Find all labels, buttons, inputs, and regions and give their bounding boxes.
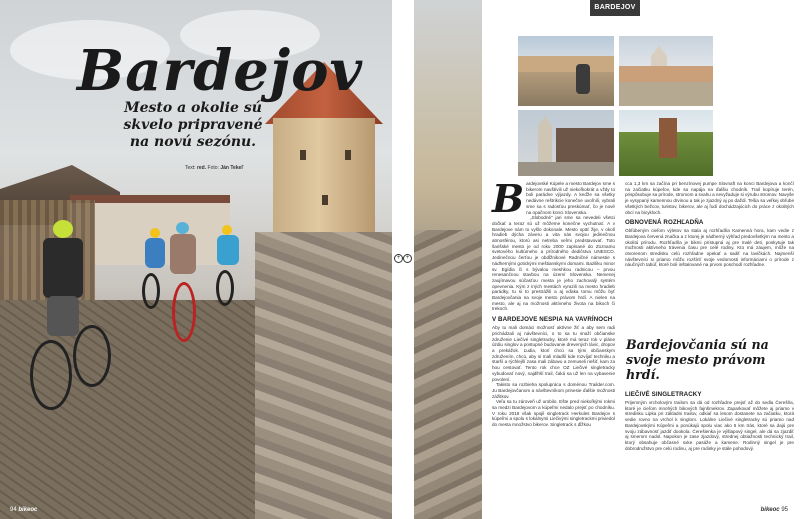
folio-left [10, 507, 37, 513]
magazine-logo: bikeoc [760, 507, 780, 513]
tower-window [300, 150, 306, 160]
tower-window [322, 195, 328, 205]
photo-lookout-tower [618, 109, 714, 177]
folio-number: 95 [781, 507, 788, 513]
article-subtitle: Mesto a okolie sú skvelo pripravené na novú sezónu. [123, 100, 263, 150]
paragraph: Veľa sa tu zároveň už urobilo. Ešte pred niekoľkými rokmi sa medzi Bardejovom a kúpeľmi nedalo prejsť po chodníku. V roku 2018 však spojil singletrack Herkules Bardejov s kúpeľmi a spolu s lokálnymi Liečivými singletrackmi priviedol do mesta množstvo bikerov. Singletrack s dĺžkou [492, 399, 615, 428]
paragraph: ardejovské Kúpele a mesto Bardejov sme s bikerom navštívili už niekoľkokrát a vždy to boli parádne výjazdy. A keďže sa všetky nedávne reštrikcie konečne uvoľnili, vybrali sme sa s radosťou preskúmať, čo je nové na opačnom konci Slovenska. [526, 181, 615, 215]
paragraph: Prijemným vrcholovým trailom sa dá od rozhľadne prejsť až do sedla Čerešňa, ktoré je cieľom mnohých bikových fajnšmekrov. Zaparkovať môžete aj priamo v stredisku Lipka pri základni trailov, odkiaľ sa lesom dostanete na začiatku, ktorá vedie rovno na vrchol k singlom. Lokálne Liečivé singletracky sú priamo nad Bardejovskými Kúpeľmi a ponúkajú spolu viac ako 6 km trás, ktoré sa dajú pre svoju zábavnosť jazdiť dookola. Čerešienka je výšlapový singel, ale dá sa zjazdiť aj smerom nadol. Napokon je zase zjazdový, strednej obtiažnosti technický trail, ktorý obsahuje občasné sxke pasáže a kamene. Rodinný singel je pre dobrodružstvo pre celú rodinu, aj pre rodinky je stále pohodový. [625, 400, 794, 451]
photo-basilica [517, 109, 615, 177]
text-column-2 [625, 181, 794, 268]
drop-cap: B [492, 176, 525, 221]
paragraph: Takisto sa rozbieha spolupráca s doménou Trailder.com. Ju Bardejovčanom a návštevníkom prinesie ďalšie možnosti zážitkov. [492, 382, 615, 399]
subheading: V BARDEJOVE NESPIA NA VAVRÍNOCH [492, 316, 613, 324]
text-column-1 [492, 176, 615, 428]
registration-mark-icon: + [403, 254, 412, 263]
subheading: LIEČIVÉ SINGLETRACKY [625, 391, 702, 398]
cyclist-back-right [212, 225, 252, 315]
spine [392, 0, 414, 519]
folio-right [761, 507, 788, 513]
article-title-block [70, 38, 370, 104]
folio-number: 94 [10, 507, 17, 513]
opening-photo-page [0, 0, 392, 519]
cyclist-front [25, 220, 115, 420]
paragraph: Obľúbeným cieľom výletov sa stala aj rozhľadňa Kamenná hora, kam vedie z Bardejova červená značka a z ktorej je nádherný výhľad predovšetkým na mesto a okolitú prírodu. Rozhľadňa je bikmi prístupná aj pre malé deti, poskytuje tak možnosti aktívneho trávenia času pre celé rodiny. Kto má záujem, môže na otvorenom stredisku celú rozhľadne opekať a sadiť na lavičkách. Najmenší návštevníci si priamo môžu rozšíriť svoje vedomosti informáciami o prírode z náučných tabúľ, ktoré boli inštalované na prvom poschodí rozhľadne. [625, 228, 794, 268]
pull-quote: Bardejovčania sú na svoje mesto právom hrdí. [626, 337, 769, 382]
paragraph: cca 1,3 km sa začína pri benzínovej pumpe Slovnaft na konci Bardejova a končí na začiatku kúpeľov, kde sa napája na ďalšiu chodník. Trail kopíruje terén, prispôsobuje sa prírode, stromom a svahu a nevyžaduje si výrubu stromov. Navyše je vysypaný kamennou drvinou a tak je zjazdný aj po daždi. Tešia sa veľkej obľube všetkých bežcov, turistov, bikerov, ale aj ľudí dochádzajúcich do práce z okolitých obcí na bicykloch. [625, 181, 794, 215]
middle-stone-wall [414, 230, 482, 519]
paragraph: Aby tu mali domáci možnosť aktívne žiť a aby sem radi prichádzali aj návštevníci, o to sa tu snaží občianske združenie Liečivé singletracky, ktoré má teraz rok v pláne úzdiu singlov a postupné budovanie drevených lávic, dropov a prekážok. Ľudia, ktorí chcú sa tými občianskym združením, chcú, aby si mali mladší kde rozvíjať techniku a starší a rýchlejší zasa mali zábavu a zemuseli riešiť, kam za hou cestovať. Tento rok chce OZ Liečivé singletracky vybudovať nový, najdlhší trail, čaká sa už len na vybavenie povolení. [492, 325, 615, 382]
cyclist-back-left [140, 228, 180, 318]
bastion-tower [273, 118, 375, 248]
article-text-page [482, 0, 800, 519]
article-title: Bardejov [76, 38, 364, 104]
magazine-logo: bikeoc [18, 507, 38, 513]
photo-square-townhall [618, 35, 714, 107]
section-tab: BARDEJOV [590, 0, 640, 16]
registration-mark-icon: + [394, 254, 403, 263]
text-column-2-bottom [625, 387, 794, 451]
subheading: OBNOVENÁ ROZHĽADŇA [625, 219, 704, 227]
tower-window [345, 150, 351, 160]
paragraph: „Slobodné“ jari sme sa nevedeli všetci dočkať a teraz sú už môžeme konečne vychutnať. A v Bardejove nám to vyšlo dokonale. Mesto opäť žije, v okolí hradieb dýcha záveru a vita nás svojou jedinečnou atmosférou, ktorú asi netreba veľmi predstavovať. Toto šarišské mesto je od roku 2000 zapísané do Zoznamu svetového kultúrneho a prírodného dedičstva UNESCO. Jedinečnou čerťou je obdĺžnikové Radničné námestie s nádhernými gotickými meštianskymi domami. Baziliku minor sv. Egídia či s bývalou meshkou radnicou – prvou renesančnou stavbou na území Slovenska. Nemenej zaujímavou súčasťou mesta je jeho zachovalý systém opevnenia. Kým z iných mestách vyrazili na mesto hradieb parádky, tu si to prestrážili a aj vďaka tomu môžu byť Bardejovčania na svoje mesto právom hrdí. A nielen na mesto, ale aj na možnosti aktívneho života na bikoch či trekoch. [492, 215, 615, 312]
stone-wall [255, 232, 392, 519]
article-credit: Text: red. Foto: Ján Tekeľ [185, 165, 244, 171]
photo-square-statue [517, 35, 615, 107]
